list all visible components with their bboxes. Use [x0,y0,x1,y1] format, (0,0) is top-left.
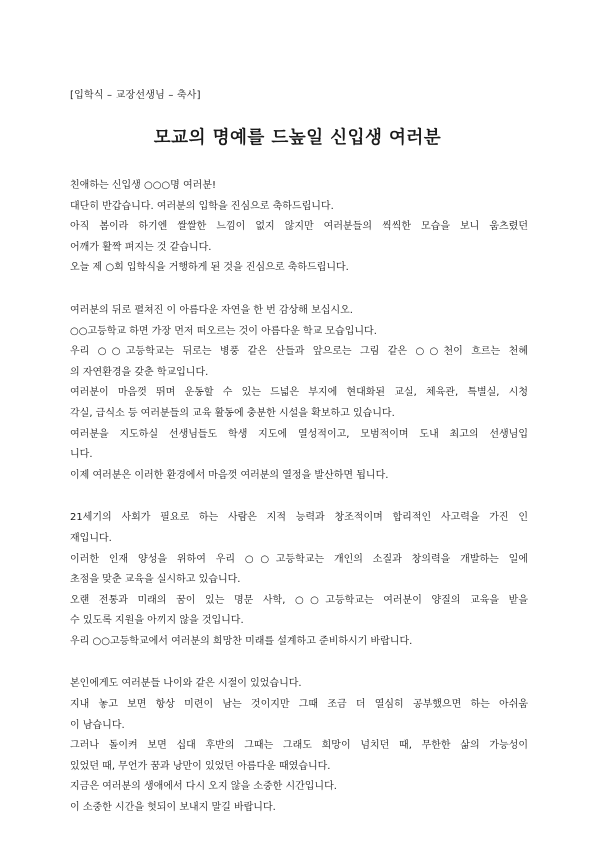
text-line: 오랜 전통과 미래의 꿈이 있는 명문 사학, ○○고등학교는 여러분이 양질의 교육을 받을 [70,594,528,606]
text-line: 의 자연환경을 갖춘 학교입니다. [70,366,209,378]
text-line: 21세기의 사회가 필요로 하는 사람은 지적 능력과 창조적이며 합리적인 사고력을 가진 인 [70,512,528,524]
speech-paragraph [70,674,528,818]
text-line: 그러나 돌이켜 보면 십대 후반의 그때는 그래도 희망이 넘치던 때, 무한한 삶의 가능성이 [70,740,528,752]
text-line: 수 있도록 지원을 아끼지 않을 것입니다. [70,615,244,627]
speech-title: 모교의 명예를 드높일 신입생 여러분 [153,128,442,148]
text-line: 오늘 제 ○회 입학식을 거행하게 된 것을 진심으로 축하드립니다. [70,262,349,274]
text-line: 지내 놓고 보면 항상 미련이 남는 것이지만 그때 조금 더 열심히 공부했으면 하는 아쉬움 [70,699,528,711]
speech-paragraph [70,176,528,279]
text-line: 초점을 맞춘 교육을 실시하고 있습니다. [70,574,241,586]
text-line: 아직 봄이라 하기엔 쌀쌀한 느낌이 없지 않지만 여러분들의 씩씩한 모습을 보니 움츠렸던 [70,221,528,233]
text-line: 대단히 반갑습니다. 여러분의 입학을 진심으로 축하드립니다. [70,200,334,212]
speech-body [70,176,528,841]
text-line: 재입니다. [70,532,112,544]
speech-paragraph [70,508,528,652]
text-line: 지금은 여러분의 생애에서 다시 오지 않을 소중한 시간입니다. [70,781,337,793]
text-line: 이 소중한 시간을 헛되이 보내지 말길 바랍니다. [70,802,276,814]
text-line: ○○고등학교 하면 가장 먼저 떠오르는 것이 아름다운 학교 모습입니다. [70,325,377,337]
text-line: 우리 ○○고등학교에서 여러분의 희망찬 미래를 설계하고 준비하시기 바랍니다. [70,635,413,647]
text-line: 각실, 급식소 등 여러분들의 교육 활동에 충분한 시설을 확보하고 있습니다. [70,407,395,419]
event-tag: [입학식 – 교장선생님 – 축사] [70,90,201,101]
text-line: 여러분을 지도하실 선생님들도 학생 지도에 열성적이고, 모범적이며 도내 최고의 선생님입 [70,428,528,440]
text-line: 우리 ○○고등학교는 뒤로는 병풍 같은 산들과 앞으로는 그림 같은 ○○천이 흐르는 천혜 [70,346,528,358]
text-line: 이러한 인재 양성을 위하여 우리 ○○고등학교는 개인의 소질과 창의력을 개발하는 일에 [70,553,528,565]
text-line: 니다. [70,449,93,461]
text-line: 본인에게도 여러분들 나이와 같은 시절이 있었습니다. [70,678,302,690]
text-line: 친애하는 신입생 ○○○명 여러분! [70,180,216,191]
text-line: 여러분의 뒤로 펼쳐진 이 아름다운 자연을 한 번 감상해 보십시오. [70,304,353,316]
text-line: 여러분이 마음껏 뛰며 운동할 수 있는 드넓은 부지에 현대화된 교실, 체육관, 특별실, 시청 [70,387,528,399]
speech-paragraph [70,301,528,486]
text-line: 이제 여러분은 이러한 환경에서 마음껏 여러분의 열정을 발산하면 됩니다. [70,469,389,481]
text-line: 이 남습니다. [70,719,125,731]
text-line: 있었던 때, 무언가 꿈과 낭만이 있었던 아름다운 때였습니다. [70,760,331,772]
text-line: 어깨가 활짝 펴지는 것 같습니다. [70,241,212,253]
